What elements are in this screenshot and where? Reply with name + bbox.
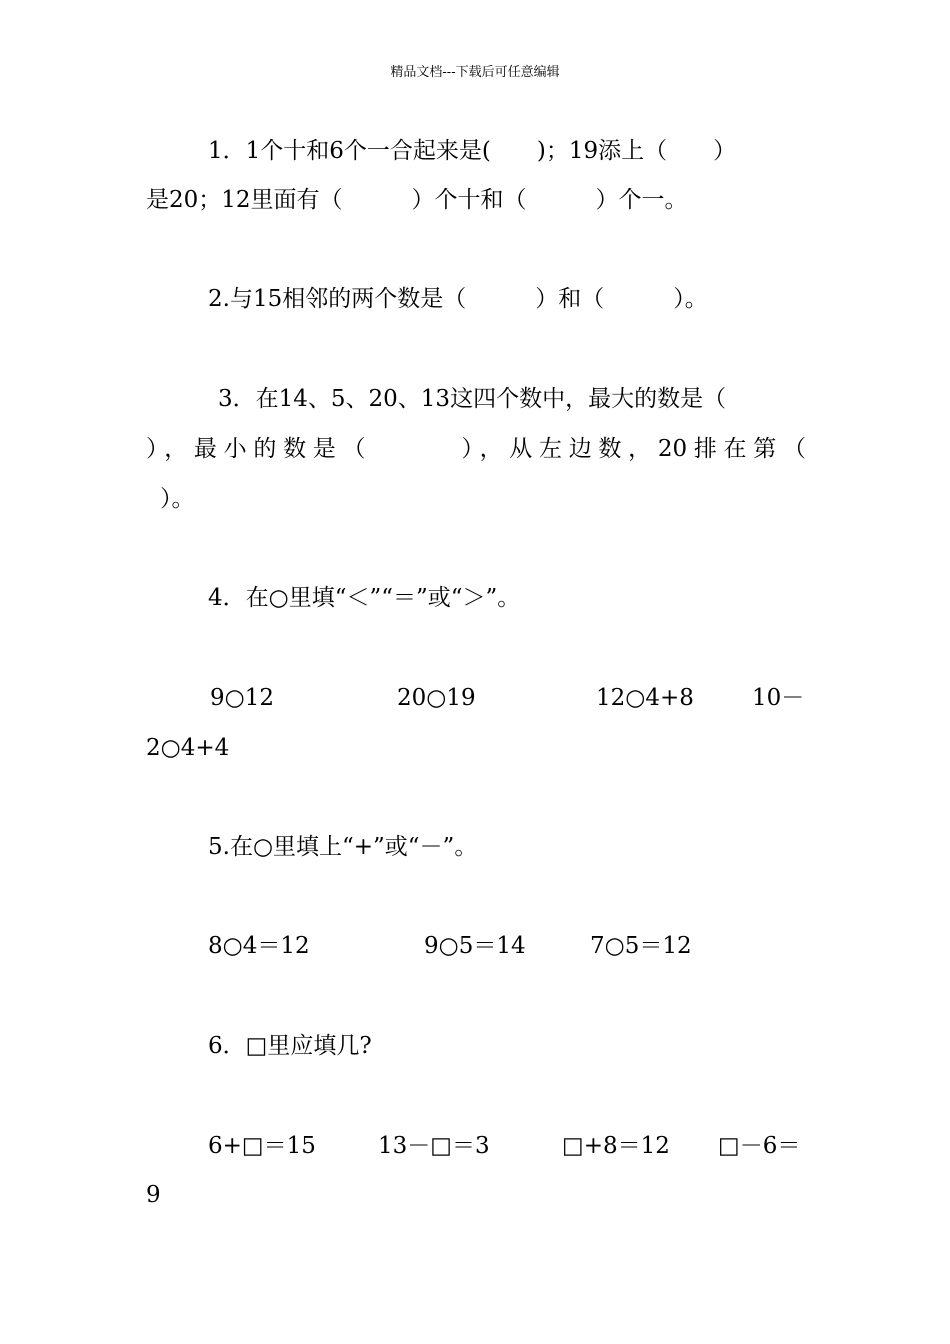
q5-title: 5.在○里填上“+”或“－”。	[208, 834, 478, 860]
q1-line-1: 1．1个十和6个一合起来是( )；19添上（ ）	[208, 138, 737, 164]
q3-line-3: ）。	[160, 486, 195, 512]
q1-line-2: 是20；12里面有（ ）个十和（ ）个一。	[146, 187, 688, 213]
q3-line-2: ），最小的数是（ ），从左边数，20排在第（	[146, 436, 806, 462]
q3-line-1: 3．在14、5、20、13这四个数中，最大的数是（	[218, 386, 727, 412]
q4-item-2: 20○19	[397, 685, 476, 711]
q6-item-3: □+8＝12	[562, 1133, 670, 1159]
q5-item-2: 9○5＝14	[424, 933, 526, 959]
q6-item-4: □－6＝	[718, 1133, 801, 1159]
q5-item-3: 7○5＝12	[590, 933, 692, 959]
q5-item-1: 8○4＝12	[208, 933, 310, 959]
q4-item-4-wrap: 2○4+4	[146, 735, 230, 761]
q6-item-4-wrap: 9	[146, 1182, 161, 1208]
q4-item-3: 12○4+8	[596, 685, 694, 711]
q6-item-2: 13－□＝3	[378, 1133, 490, 1159]
q4-title: 4．在○里填“＜”“＝”或“＞”。	[208, 585, 521, 611]
q6-item-1: 6+□＝15	[208, 1133, 316, 1159]
q4-item-1: 9○12	[210, 685, 274, 711]
page-header: 精品文档---下载后可任意编辑	[390, 65, 560, 80]
q4-item-4: 10－	[752, 685, 805, 711]
q6-title: 6．□里应填几?	[208, 1033, 372, 1059]
q2-text: 2.与15相邻的两个数是（ ）和（ ）。	[208, 286, 708, 312]
